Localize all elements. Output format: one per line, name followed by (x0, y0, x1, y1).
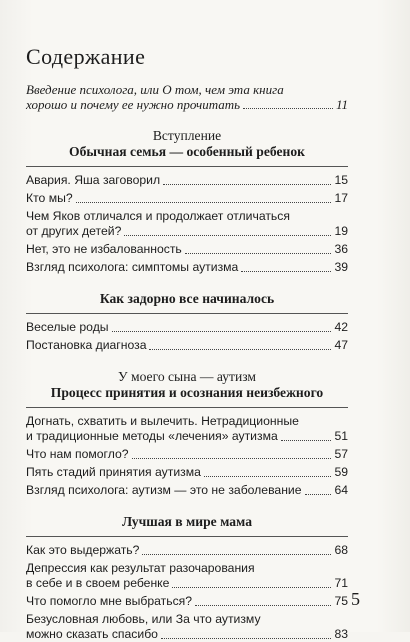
toc-intro (26, 82, 348, 112)
leader-dots (305, 494, 332, 495)
leader-dots (132, 458, 332, 459)
toc-entry-line (26, 543, 348, 558)
toc-entry-line (26, 338, 348, 353)
leader-dots (142, 554, 331, 555)
toc-entry (26, 338, 348, 353)
toc-entry-line (26, 447, 348, 462)
toc-page-number: 51 (334, 429, 348, 443)
toc-entry-text: Взгляд психолога: симптомы аутизма (26, 260, 239, 274)
toc-entry (26, 594, 348, 609)
section-heading (26, 514, 348, 530)
section-divider (26, 536, 348, 537)
toc-page-number: 42 (334, 320, 348, 334)
leader-dots (163, 184, 331, 185)
leader-dots (195, 605, 331, 606)
toc-entry-text: Веселые роды (26, 320, 109, 334)
section-heading (26, 128, 348, 160)
toc-entry-text: Постановка диагноза (26, 338, 147, 352)
toc-entry (26, 191, 348, 206)
toc-page-number: 15 (334, 173, 348, 187)
toc-entry-line (26, 260, 348, 275)
toc-entry-text: Догнать, схватить и вылечить. Нетрадиционные (26, 414, 299, 428)
toc-entry (26, 173, 348, 188)
toc-entry-text: от других детей? (26, 224, 122, 238)
toc-entry-text: Нет, это не избалованность (26, 242, 182, 256)
toc-entry-line (26, 576, 348, 591)
toc-entry-line (26, 173, 348, 188)
leader-dots (124, 235, 331, 236)
toc-page-number: 71 (334, 576, 348, 590)
toc-entry-line (26, 242, 348, 257)
toc-page-number: 75 (334, 594, 348, 608)
section-heading (26, 369, 348, 401)
toc-entry-line (26, 561, 348, 576)
toc-entry (26, 320, 348, 335)
toc-page-number: 39 (334, 260, 348, 274)
toc-page-number: 64 (334, 483, 348, 497)
table-of-contents (26, 44, 348, 642)
toc-entry-line (26, 612, 348, 627)
toc-page-number: 17 (334, 191, 348, 205)
toc-entry-text: Взгляд психолога: аутизм — это не заболевание (26, 483, 302, 497)
leader-dots (172, 587, 331, 588)
toc-entry-line (26, 82, 348, 97)
toc-entry-text: в себе и в своем ребенке (26, 576, 170, 590)
toc-entry-line (26, 429, 348, 444)
toc-entry-line (26, 627, 348, 642)
toc-entry-text: Как это выдержать? (26, 543, 140, 557)
toc-entry-text: Что нам помогло? (26, 447, 129, 461)
toc-entry (26, 543, 348, 558)
section-heading-line2: Как задорно все начиналось (99, 291, 275, 306)
toc-entry-text: можно сказать спасибо (26, 627, 158, 641)
toc-entry-line (26, 191, 348, 206)
toc-entry-text: Что помогло мне выбраться? (26, 594, 193, 608)
section-divider (26, 313, 348, 314)
toc-entry-text: Чем Яков отличался и продолжает отличаться (26, 209, 290, 223)
toc-entry (26, 612, 348, 642)
toc-entry (26, 483, 348, 498)
toc-page-number: 57 (334, 447, 348, 461)
toc-entry (26, 260, 348, 275)
toc-page-number: 11 (335, 97, 348, 112)
toc-entry (26, 447, 348, 462)
leader-dots (204, 476, 332, 477)
leader-dots (185, 253, 332, 254)
toc-entry (26, 414, 348, 444)
section-divider (26, 407, 348, 408)
page-title: Содержание (26, 44, 146, 69)
toc-entry-text: Депрессия как результат разочарования (26, 561, 255, 575)
section-heading-line1: У моего сына — аутизм (117, 369, 257, 384)
leader-dots (161, 638, 331, 639)
toc-page-number: 83 (334, 627, 348, 641)
toc-entry (26, 209, 348, 239)
leader-dots (76, 202, 332, 203)
toc-entry (26, 242, 348, 257)
section-heading-line2: Процесс принятия и осознания неизбежного (50, 385, 324, 400)
toc-entry-line (26, 209, 348, 224)
leader-dots (112, 331, 332, 332)
leader-dots (243, 108, 333, 109)
leader-dots (149, 349, 331, 350)
toc-page-number: 59 (334, 465, 348, 479)
toc-entry-line (26, 320, 348, 335)
toc-entry-line (26, 465, 348, 480)
toc-entry-line (26, 594, 348, 609)
page-number: 5 (351, 589, 360, 609)
toc-entry-text: Пять стадий принятия аутизма (26, 465, 201, 479)
section-divider (26, 166, 348, 167)
toc-page-number: 47 (334, 338, 348, 352)
section-heading-line2: Лучшая в мире мама (121, 514, 253, 529)
leader-dots (281, 440, 332, 441)
section-heading-line1: Вступление (152, 128, 222, 143)
toc-entry-text: Безусловная любовь, или За что аутизму (26, 612, 261, 626)
toc-page-number: 36 (334, 242, 348, 256)
toc-entry-line (26, 97, 348, 112)
toc-entry-text: и традиционные методы «лечения» аутизма (26, 429, 278, 443)
section-heading (26, 291, 348, 307)
toc-entry-line (26, 224, 348, 239)
toc-page-number: 19 (334, 224, 348, 238)
leader-dots (241, 271, 331, 272)
toc-entry-line (26, 414, 348, 429)
toc-sections (26, 128, 348, 642)
toc-entry-text: Авария. Яша заговорил (26, 173, 161, 187)
toc-entry-text: Кто мы? (26, 191, 73, 205)
toc-entry-text: Введение психолога, или О том, чем эта книга (26, 82, 284, 97)
toc-entry-line (26, 483, 348, 498)
toc-entry (26, 465, 348, 480)
toc-entry-text: хорошо и почему ее нужно прочитать (26, 97, 241, 112)
toc-entry (26, 561, 348, 591)
toc-page-number: 68 (334, 543, 348, 557)
section-heading-line2: Обычная семья — особенный ребенок (69, 144, 305, 159)
